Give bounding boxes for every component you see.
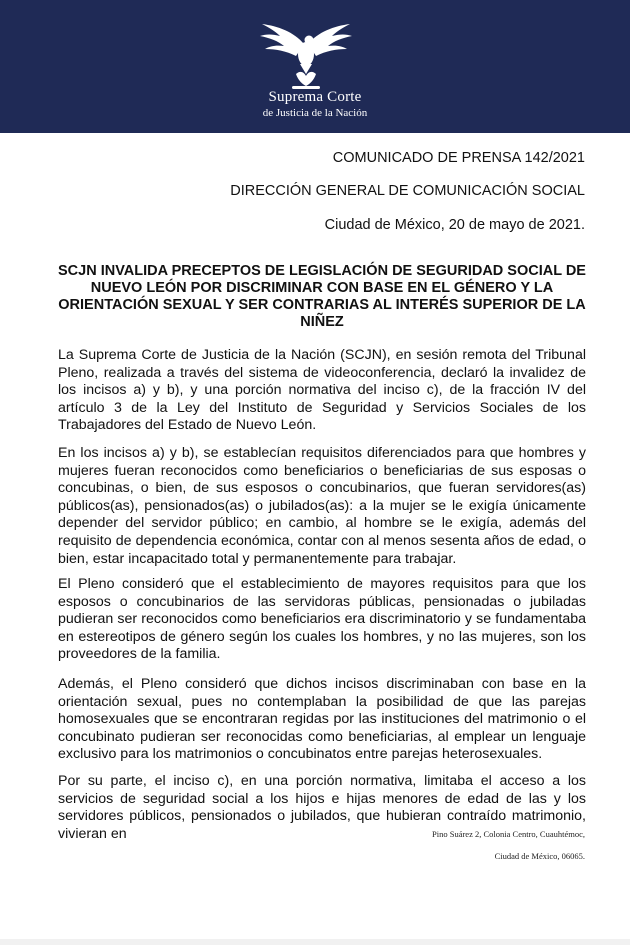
brand-title: Suprema Corte <box>268 89 362 105</box>
department-line: DIRECCIÓN GENERAL DE COMUNICACIÓN SOCIAL <box>230 183 585 199</box>
footer-address-line2: Ciudad de México, 06065. <box>494 851 585 861</box>
paragraph-2: En los incisos a) y b), se establecían requisitos diferenciados para que hombres y mujeres fueran reconocidos como beneficiarios o beneficiarias de sus esposas o concubinas, o bien, de sus esposos o concubinarios, que fueran servidores(as) públicos(as), pensionados(as) o jubilados(as): a la mujer se le exigía únicamente depender del servidor público; en cambio, al hombre se le exigía, además del requisito de dependencia económica, contar con al menos sesenta años de edad, o bien, estar incapacitado total y permanentemente para trabajar. <box>58 445 586 567</box>
date-line: Ciudad de México, 20 de mayo de 2021. <box>324 217 585 233</box>
bulletin-number: COMUNICADO DE PRENSA 142/2021 <box>332 150 585 166</box>
brand-subtitle: de Justicia de la Nación <box>262 107 368 119</box>
footer-address-line1: Pino Suárez 2, Colonia Centro, Cuauhtémoc, <box>432 829 585 839</box>
eagle-emblem-icon <box>256 14 356 92</box>
header-banner <box>0 0 630 133</box>
headline: SCJN INVALIDA PRECEPTOS DE LEGISLACIÓN DE SEGURIDAD SOCIAL DE NUEVO LEÓN POR DISCRIMINAR CON BASE EN EL GÉNERO Y LA ORIENTACIÓN SEXUAL Y SER CONTRARIAS AL INTERÉS SUPERIOR DE LA NIÑEZ <box>58 263 586 330</box>
paragraph-1: La Suprema Corte de Justicia de la Nación (SCJN), en sesión remota del Tribunal Pleno, realizada a través del sistema de videoconferencia, declaró la invalidez de los incisos a) y b), y una porción normativa del inciso c), de la fracción IV del artículo 3 de la Ley del Instituto de Seguridad y Servicios Sociales de los Trabajadores del Estado de Nuevo León. <box>58 347 586 434</box>
paragraph-5: Por su parte, el inciso c), en una porción normativa, limitaba el acceso a los servicios de seguridad social a los hijos e hijas menores de edad de las y los servidores públicos, pensionados o jubilados, que hubieran contraído matrimonio, vivieran en <box>58 773 586 842</box>
paragraph-3: El Pleno consideró que el establecimiento de mayores requisitos para que los esposos o concubinarios de las servidoras públicas, pensionadas o jubiladas pudieran ser reconocidos como beneficiarios era discriminatorio y se fundamentaba en estereotipos de género según los cuales los hombres, y no las mujeres, son los proveedores de la familia. <box>58 576 586 663</box>
paragraph-4: Además, el Pleno consideró que dichos incisos discriminaban con base en la orientación sexual, pues no contemplaban la posibilidad de que las parejas homosexuales que se encontraran regidas por las instituciones del matrimonio o el concubinato pudieran ser reconocidas como beneficiarias, al emplear un lenguaje exclusivo para los matrimonios o concubinatos entre parejas heterosexuales. <box>58 676 586 763</box>
bottom-divider <box>0 939 630 945</box>
